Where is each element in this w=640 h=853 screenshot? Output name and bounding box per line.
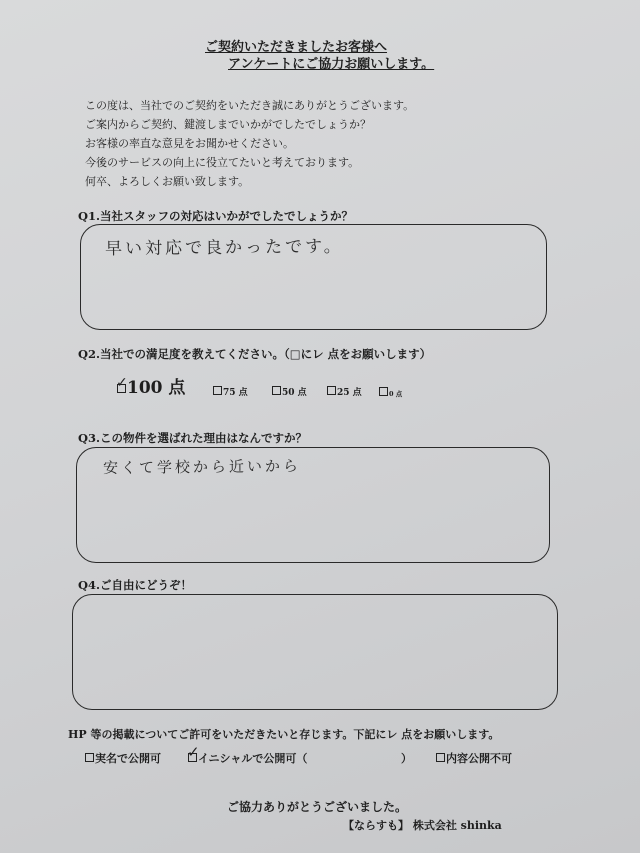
intro-line: この度は、当社でのご契約をいただき誠にありがとうございます。 [85, 99, 415, 112]
hp-option-no-publish[interactable]: 内容公開不可 [436, 750, 512, 766]
q2-question: Q2.当社での満足度を教えてください。（□にレ 点をお願いします） [78, 347, 432, 361]
checkbox-icon[interactable] [436, 753, 445, 762]
checkmark-icon: ✓ [116, 375, 128, 391]
checkbox-icon[interactable] [379, 387, 388, 396]
intro-paragraph [85, 96, 414, 191]
company-name: 【ならすも】 株式会社 shinka [343, 819, 502, 832]
q4-answer-box[interactable] [72, 594, 558, 710]
q2-option-0[interactable]: 0 点 [379, 387, 402, 398]
q2-option-100[interactable]: ✓ 100 点 [116, 375, 186, 398]
checkbox-icon[interactable] [187, 743, 200, 762]
hp-permission-options [85, 743, 535, 770]
checkbox-icon[interactable] [116, 375, 128, 393]
survey-title-line1: ご契約いただきましたお客様へ [205, 40, 388, 55]
checkbox-icon[interactable] [272, 386, 281, 395]
q2-option-75[interactable]: 75 点 [213, 385, 248, 398]
q1-answer-box[interactable] [80, 224, 547, 330]
survey-title-line2: アンケートにご協力お願いします。 [228, 57, 435, 72]
checkmark-icon: ✓ [187, 743, 200, 761]
hp-option-real-name[interactable]: 実名で公開可 [85, 750, 161, 766]
intro-line: お客様の率直な意見をお聞かせください。 [85, 137, 294, 150]
hp-option-initials-close: ） [401, 752, 412, 765]
intro-line: 今後のサービスの向上に役立てたいと考えております。 [85, 156, 360, 169]
checkbox-icon[interactable] [85, 753, 94, 762]
checkbox-icon[interactable] [213, 386, 222, 395]
q3-question: Q3.この物件を選ばれた理由はなんですか？ [78, 431, 308, 445]
q4-question: Q4.ご自由にどうぞ！ [78, 578, 193, 592]
q1-question: Q1.当社スタッフの対応はいかがでしたでしょうか？ [78, 209, 354, 223]
q2-option-50[interactable]: 50 点 [272, 385, 307, 398]
hp-option-initials[interactable]: ✓ イニシャルで公開可（ [187, 743, 308, 765]
q2-option-25[interactable]: 25 点 [327, 385, 362, 398]
q3-answer-box[interactable] [76, 447, 550, 563]
intro-line: 何卒、よろしくお願い致します。 [85, 175, 250, 188]
thanks-message: ご協力ありがとうございました。 [227, 800, 408, 814]
checkbox-icon[interactable] [327, 386, 336, 395]
q1-handwritten-answer: 早い対応で良かったです。 [104, 236, 344, 260]
hp-permission-text: HP 等の掲載についてご許可をいただきたいと存じます。下記にレ 点をお願いします。 [68, 728, 500, 741]
q3-handwritten-answer: 安くて学校から近いから [102, 456, 302, 478]
q2-satisfaction-options [117, 372, 537, 402]
intro-line: ご案内からご契約、鍵渡しまでいかがでしたでしょうか？ [85, 118, 371, 131]
